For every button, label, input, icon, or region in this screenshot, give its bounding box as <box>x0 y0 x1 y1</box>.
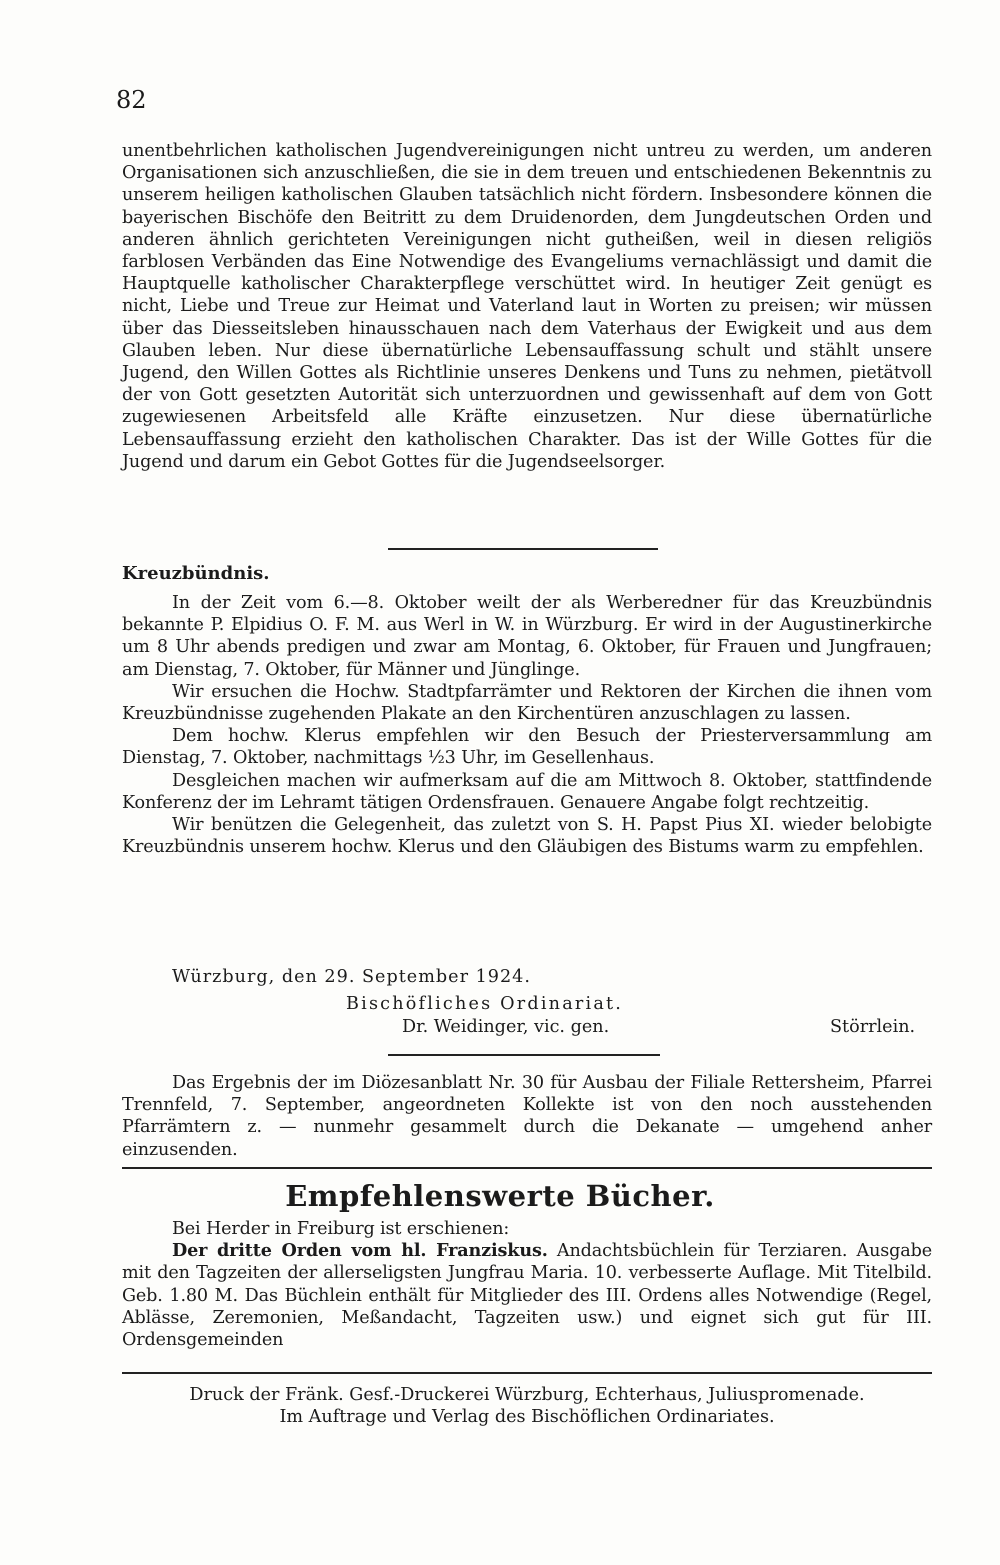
kreuz-paragraph-2: Wir ersuchen die Hochw. Stadtpfarrämter und Rektoren der Kirchen die ihnen vom Kreuzbündnisse zugehenden Plakate an den Kirchentüren anzuschlagen zu lassen. <box>122 681 932 725</box>
kreuzbuendnis-heading: Kreuzbündnis. <box>122 563 270 584</box>
imprint-line-1: Druck der Fränk. Gesf.-Druckerei Würzburg, Echterhaus, Juliuspromenade. <box>189 1385 865 1405</box>
books-section <box>122 1218 932 1351</box>
signatory-vicar-general: Dr. Weidinger, vic. gen. <box>402 1017 610 1037</box>
page-number: 82 <box>116 86 147 114</box>
books-heading: Empfehlenswerte Bücher. <box>285 1179 715 1213</box>
section-divider-1 <box>388 548 658 550</box>
books-intro: Bei Herder in Freiburg ist erschienen: <box>172 1219 510 1239</box>
book-entry-text: Andachtsbüchlein für Terziaren. Ausgabe mit den Tagzeiten der allerseligsten Jungfrau Maria. 10. verbesserte Auflage. Mit Titelbild. Geb. 1.80 M. Das Büchlein enthält für Mitglieder des III. Ordens alles Notwendige (Regel, Ablässe, Zeremonien, Meßandacht, Tagzeiten usw.) und eignet sich gut für III. Ordensgemeinden <box>122 1241 932 1351</box>
kreuzbuendnis-section <box>122 592 932 858</box>
book-entry-title: Der dritte Orden vom hl. Franziskus. <box>172 1240 548 1262</box>
signatory-secretary: Störrlein. <box>830 1017 916 1037</box>
collection-notice <box>122 1072 932 1161</box>
kreuz-paragraph-1: In der Zeit vom 6.—8. Oktober weilt der als Werberedner für das Kreuzbündnis bekannte P. Elpidius O. F. M. aus Werl in W. in Würzburg. Er wird in der Augustinerkirche um 8 Uhr abends predigen und zwar am Montag, 6. Oktober, für Frauen und Jungfrauen; am Dienstag, 7. Oktober, für Männer und Jünglinge. <box>122 593 932 680</box>
intro-paragraph <box>122 140 932 473</box>
section-divider-3 <box>122 1167 932 1169</box>
dateline: Würzburg, den 29. September 1924. <box>172 967 531 987</box>
kreuz-paragraph-3: Dem hochw. Klerus empfehlen wir den Besuch der Priesterversammlung am Dienstag, 7. Oktober, nachmittags ½3 Uhr, im Gesellenhaus. <box>122 726 932 769</box>
footer-divider <box>122 1372 932 1374</box>
imprint-footer <box>122 1384 932 1428</box>
book-entry <box>122 1240 932 1351</box>
kreuz-paragraph-4: Desgleichen machen wir aufmerksam auf die am Mittwoch 8. Oktober, stattfindende Konferenz der im Lehramt tätigen Ordensfrauen. Genauere Angabe folgt rechtzeitig. <box>122 770 932 813</box>
imprint-line-2: Im Auftrage und Verlag des Bischöflichen Ordinariates. <box>279 1407 775 1427</box>
intro-paragraph-text: unentbehrlichen katholischen Jugendvereinigungen nicht untreu zu werden, um anderen Organisationen sich anzuschließen, die sie in dem treuen und entschiedenen Bekenntnis zu unserem heiligen katholischen Glauben tatsächlich nicht fördern. Insbesondere können die bayerischen Bischöfe den Beitritt zu dem Druidenorden, dem Jungdeutschen Orden und anderen ähnlich gerichteten Vereinigungen nicht gutheißen, weil in diesen religiös farblosen Verbänden das Eine Notwendige des Evangeliums vernachlässigt und damit die Hauptquelle katholischer Charakterpflege verschüttet wird. In heutiger Zeit genügt es nicht, Liebe und Treue zur Heimat und Vaterland laut in Worten zu preisen; wir müssen über das Diesseitsleben hinausschauen nach dem Vaterhaus der Ewigkeit und aus dem Glauben leben. Nur diese übernatürliche Lebensauffassung schult und stählt unsere Jugend, den Willen Gottes als Richtlinie unseres Denkens und Tuns zu nehmen, pietätvoll der von Gott gesetzten Autorität sich unterzuordnen und gewissenhaft auf dem von Gott zugewiesenen Arbeitsfeld alle Kräfte einzusetzen. Nur diese übernatürliche Lebensauffassung erzieht den katholischen Charakter. Das ist der Wille Gottes für die Jugend und darum ein Gebot Gottes für die Jugendseelsorger. <box>122 141 932 472</box>
issuing-office: Bischöfliches Ordinariat. <box>346 994 624 1014</box>
collection-notice-text: Das Ergebnis der im Diözesanblatt Nr. 30 für Ausbau der Filiale Rettersheim, Pfarrei Trennfeld, 7. September, angeordneten Kollekte ist von den noch ausstehenden Pfarrämtern z. — nunmehr gesammelt durch die Dekanate — umgehend anher einzusenden. <box>122 1073 932 1160</box>
section-divider-2 <box>388 1054 660 1056</box>
kreuz-paragraph-5: Wir benützen die Gelegenheit, das zuletzt von S. H. Papst Pius XI. wieder belobigte Kreuzbündnis unserem hochw. Klerus und den Gläubigen des Bistums warm zu empfehlen. <box>122 815 932 858</box>
